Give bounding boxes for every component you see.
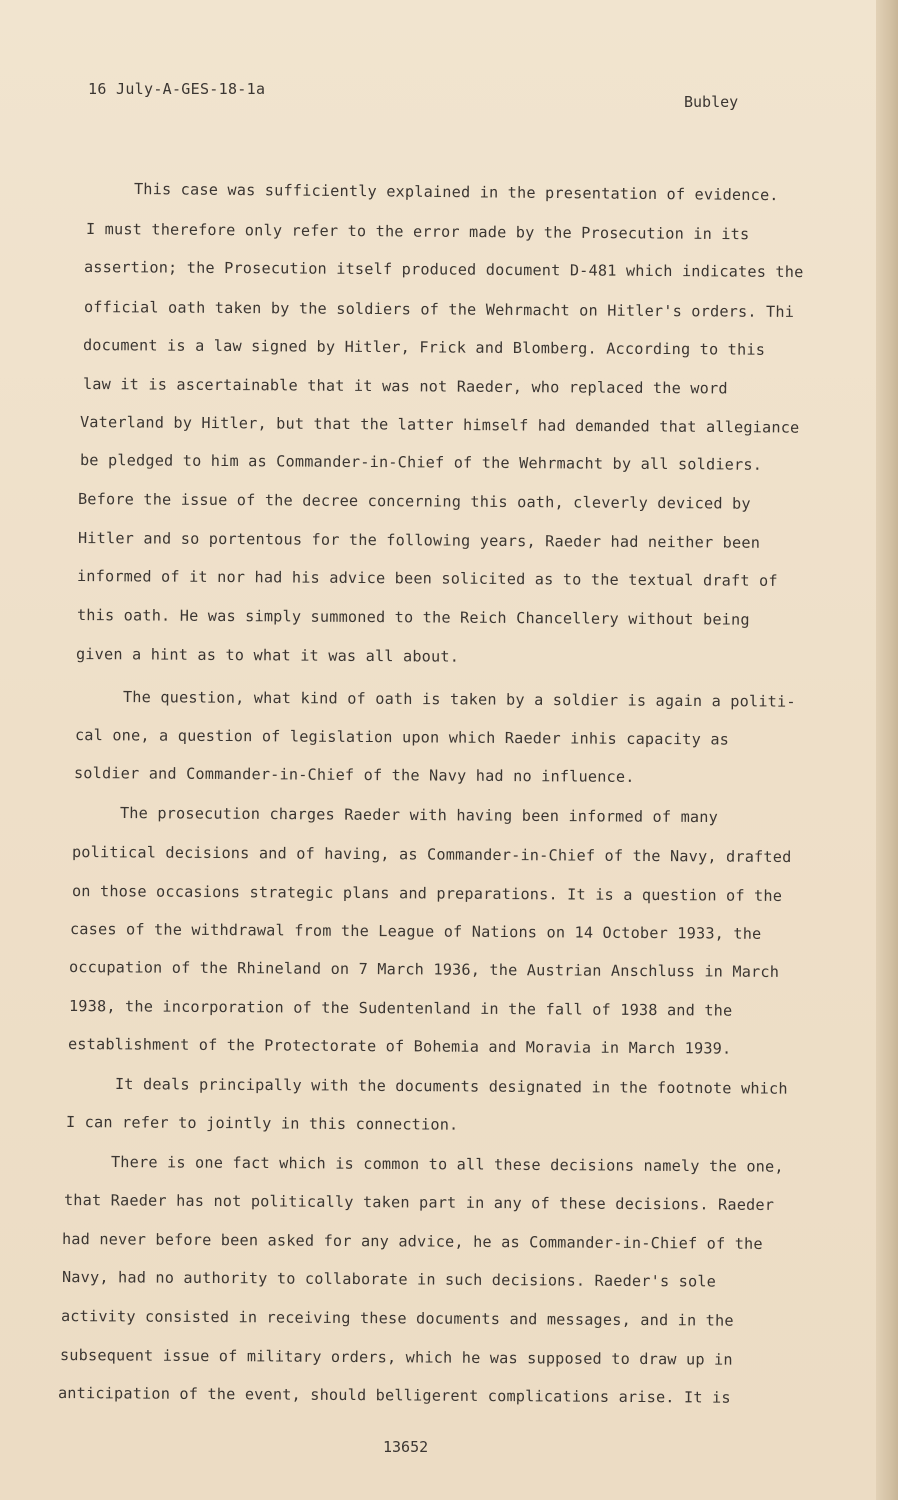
text-line: There is one fact which is common to all these decisions namely the one, [110, 1153, 784, 1176]
text-line: assertion; the Prosecution itself produced document D-481 which indicates the [83, 258, 804, 282]
text-line: I must therefore only refer to the error made by the Prosecution in its [85, 220, 750, 244]
text-line: official oath taken by the soldiers of the Wehrmacht on Hitler's orders. Thi [83, 298, 795, 321]
text-line: Navy, had no authority to collaborate in such decisions. Raeder's sole [61, 1268, 717, 1291]
text-line: anticipation of the event, should belligerent complications arise. It is [57, 1384, 731, 1407]
text-line: The question, what kind of oath is taken by a soldier is again a politi- [122, 688, 796, 711]
text-line: Hitler and so portentous for the following years, Raeder had neither been [77, 529, 761, 552]
text-line: Vaterland by Hitler, but that the latter himself had demanded that allegiance [79, 413, 800, 437]
text-line: occupation of the Rhineland on 7 March 1936, the Austrian Anschluss in March [68, 958, 780, 981]
text-line: Before the issue of the decree concerning this oath, cleverly deviced by [77, 490, 751, 513]
text-line: cal one, a question of legislation upon which Raeder inhis capacity as [74, 726, 730, 749]
text-line: be pledged to him as Commander-in-Chief of the Wehrmacht by all soldiers. [79, 451, 763, 474]
text-line: The prosecution charges Raeder with having been informed of many [119, 804, 719, 827]
text-line: given a hint as to what it was all about. [75, 645, 460, 666]
text-line: This case was sufficiently explained in the presentation of evidence. [133, 180, 779, 205]
text-line: establishment of the Protectorate of Bohemia and Moravia in March 1939. [67, 1035, 732, 1058]
text-line: on those occasions strategic plans and preparations. It is a question of the [71, 882, 783, 905]
text-line: soldier and Commander-in-Chief of the Navy had no influence. [73, 764, 635, 786]
text-line: had never before been asked for any advice, he as Commander-in-Chief of the [61, 1230, 763, 1253]
page-number: 13652 [383, 1438, 429, 1456]
text-line: 1938, the incorporation of the Sudentenland in the fall of 1938 and the [68, 997, 733, 1020]
text-line: that Raeder has not politically taken part in any of these decisions. Raeder [63, 1191, 775, 1214]
text-line: informed of it nor had his advice been solicited as to the textual draft of [76, 567, 778, 590]
text-line: It deals principally with the documents designated in the footnote which [114, 1075, 788, 1098]
text-line: political decisions and of having, as Commander-in-Chief of the Navy, drafted [71, 843, 792, 867]
text-line: law it is ascertainable that it was not Raeder, who replaced the word [82, 375, 728, 398]
document-reference: 16 July-A-GES-18-1a [88, 80, 266, 98]
reporter-name: Bubley [684, 93, 739, 111]
text-line: activity consisted in receiving these documents and messages, and in the [60, 1307, 734, 1330]
text-line: this oath. He was simply summoned to the Reich Chancellery without being [76, 606, 750, 629]
text-line: subsequent issue of military orders, which he was supposed to draw up in [59, 1346, 733, 1369]
text-line: I can refer to jointly in this connection. [65, 1113, 459, 1134]
text-line: cases of the withdrawal from the League of Nations on 14 October 1933, the [69, 920, 762, 943]
text-line: document is a law signed by Hitler, Frick and Blomberg. According to this [82, 336, 766, 359]
